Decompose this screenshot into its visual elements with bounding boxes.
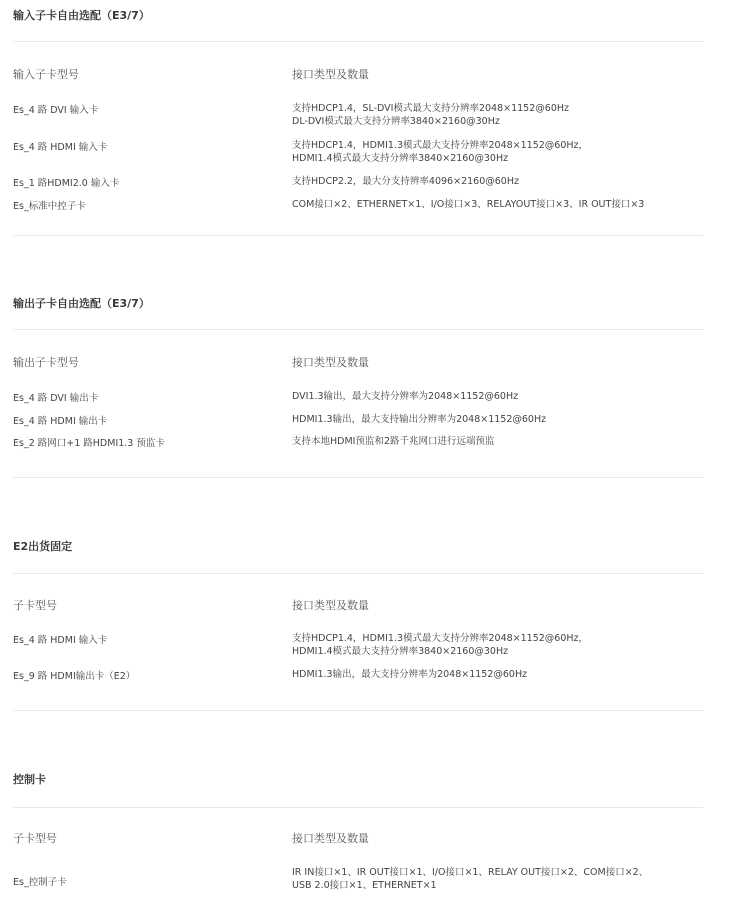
divider — [13, 329, 703, 330]
divider — [13, 41, 703, 42]
card-spec — [292, 668, 702, 681]
spec-line: HDMI1.4模式最大支持分辨率3840×2160@30Hz — [292, 153, 509, 164]
spec-line: 支持HDCP1.4，HDMI1.3模式最大支持分辨率2048×1152@60Hz， — [292, 140, 589, 151]
spec-line: HDMI1.3输出，最大支持输出分辨率为2048×1152@60Hz — [292, 414, 547, 425]
card-spec — [292, 413, 702, 426]
spec-line: COM接口×2、ETHERNET×1、I/O接口×3、RELAYOUT接口×3、IR OUT接口×3 — [292, 199, 645, 210]
spec-line: USB 2.0接口×1、ETHERNET×1 — [292, 880, 437, 891]
card-model: Es_2 路网口+1 路HDMI1.3 预监卡 — [13, 438, 165, 449]
card-model: Es_1 路HDMI2.0 输入卡 — [13, 178, 120, 189]
card-spec — [292, 139, 702, 165]
column-header-model: 输入子卡型号 — [13, 68, 79, 81]
divider — [13, 807, 703, 808]
spec-line: 支持HDCP1.4，SL-DVI模式最大支持分辨率2048×1152@60Hz — [292, 103, 569, 114]
spec-line: 支持HDCP1.4，HDMI1.3模式最大支持分辨率2048×1152@60Hz， — [292, 633, 589, 644]
card-spec — [292, 866, 702, 892]
card-spec — [292, 435, 702, 448]
card-spec — [292, 632, 702, 658]
spec-line: 支持本地HDMI预监和2路千兆网口进行远端预监 — [292, 436, 495, 447]
card-model: Es_控制子卡 — [13, 877, 67, 888]
column-header-spec: 接口类型及数量 — [292, 599, 369, 612]
divider — [13, 477, 703, 478]
column-header-spec: 接口类型及数量 — [292, 832, 369, 845]
card-model: Es_9 路 HDMI输出卡（E2） — [13, 671, 136, 682]
spec-line: DL-DVI模式最大支持分辨率3840×2160@30Hz — [292, 116, 500, 127]
card-spec — [292, 175, 702, 188]
card-spec — [292, 102, 702, 128]
card-model: Es_标准中控子卡 — [13, 201, 86, 212]
section-title: 输出子卡自由选配（E3/7） — [13, 297, 150, 310]
divider — [13, 710, 703, 711]
section-title: 输入子卡自由选配（E3/7） — [13, 9, 150, 22]
spec-line: DVI1.3输出，最大支持分辨率为2048×1152@60Hz — [292, 391, 519, 402]
column-header-model: 子卡型号 — [13, 599, 57, 612]
spec-line: HDMI1.4模式最大支持分辨率3840×2160@30Hz — [292, 646, 509, 657]
column-header-spec: 接口类型及数量 — [292, 356, 369, 369]
card-model: Es_4 路 HDMI 输入卡 — [13, 142, 108, 153]
section-title: 控制卡 — [13, 773, 46, 786]
spec-line: 支持HDCP2.2，最大分支持辨率4096×2160@60Hz — [292, 176, 519, 187]
divider — [13, 235, 703, 236]
card-model: Es_4 路 DVI 输入卡 — [13, 105, 99, 116]
column-header-model: 输出子卡型号 — [13, 356, 79, 369]
column-header-model: 子卡型号 — [13, 832, 57, 845]
card-spec — [292, 390, 702, 403]
spec-line: HDMI1.3输出，最大支持分辨率为2048×1152@60Hz — [292, 669, 528, 680]
card-model: Es_4 路 DVI 输出卡 — [13, 393, 99, 404]
spec-line: IR IN接口×1、IR OUT接口×1、I/O接口×1、RELAY OUT接口×2、COM接口×2、 — [292, 867, 649, 878]
divider — [13, 573, 703, 574]
column-header-spec: 接口类型及数量 — [292, 68, 369, 81]
card-spec — [292, 198, 702, 211]
card-model: Es_4 路 HDMI 输出卡 — [13, 416, 108, 427]
card-model: Es_4 路 HDMI 输入卡 — [13, 635, 108, 646]
section-title: E2出货固定 — [13, 540, 73, 553]
